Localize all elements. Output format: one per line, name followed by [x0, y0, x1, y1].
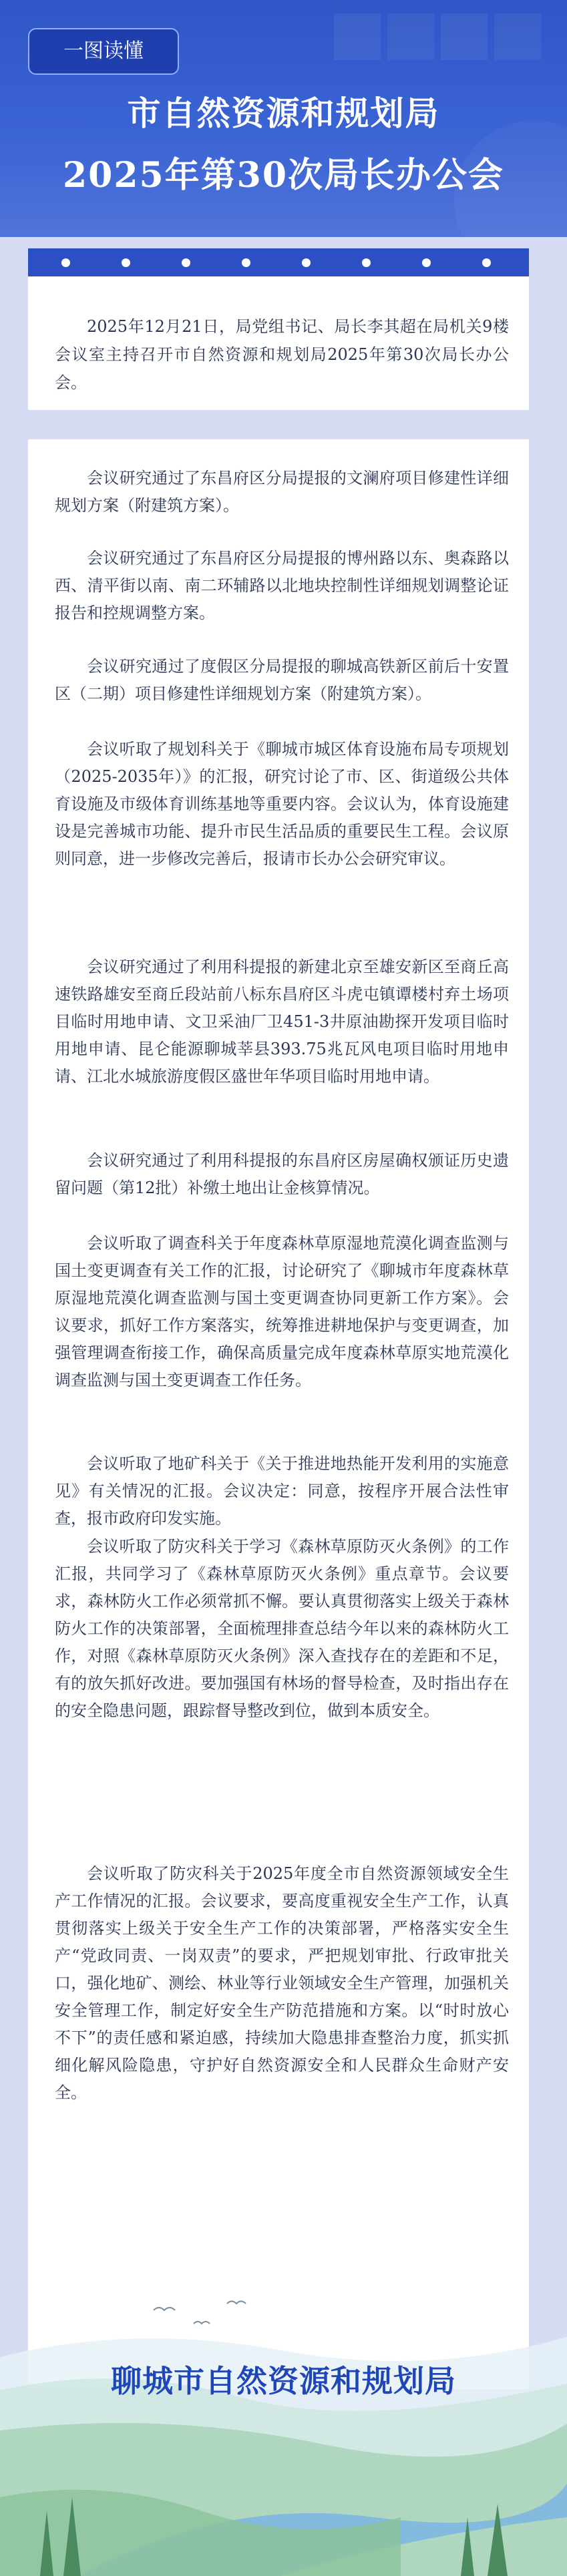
dot-decoration — [362, 258, 371, 267]
intro-text: 2025年12月21日，局党组书记、局长李其超在局机关9楼会议室主持召开市自然资源和规划局2025年第30次局长办公会。 — [55, 317, 509, 392]
dot-decoration — [302, 258, 311, 267]
dot-decoration — [122, 258, 130, 267]
page-title-line1: 市自然资源和规划局 — [127, 93, 440, 133]
main-card — [28, 439, 529, 2389]
page-title-line2: 2025年第30次局长办公会 — [62, 155, 505, 196]
intro-card — [28, 248, 529, 410]
paragraph-3: 会议研究通过了度假区分局提报的聊城高铁新区前后十安置区（二期）项目修建性详细规划方案（附建筑方案）。 — [55, 657, 509, 703]
paragraph-9: 会议听取了防灾科关于学习《森林草原防灭火条例》的工作汇报，共同学习了《森林草原防灭火条例》重点章节。会议要求，森林防火工作必须常抓不懈。要认真贯彻落实上级关于森林防火工作的决策部署，全面梳理排查总结今年以来的森林防火工作，对照《森林草原防灭火条例》深入查找存在的差距和不足，有的放矢抓好改进。要加强国有林场的督导检查，及时指出存在的安全隐患问题，跟踪督导整改到位，做到本质安全。 — [55, 1537, 509, 1720]
footer-org-name: 聊城市自然资源和规划局 — [111, 2363, 456, 2399]
dot-decoration — [482, 258, 491, 267]
dot-decoration — [242, 258, 250, 267]
landscape-illustration — [0, 2297, 567, 2576]
paragraph-8: 会议听取了地矿科关于《关于推进地热能开发利用的实施意见》有关情况的汇报。会议决定：同意，按程序开展合法性审查，报市政府印发实施。 — [55, 1454, 509, 1528]
paragraph-2: 会议研究通过了东昌府区分局提报的博州路以东、奥森路以西、清平街以南、南二环辅路以北地块控制性详细规划调整论证报告和控规调整方案。 — [55, 549, 509, 622]
header-banner — [0, 0, 567, 237]
header-tag: 一图读懂 — [28, 28, 179, 75]
dot-bar — [28, 248, 529, 276]
paragraph-4: 会议听取了规划科关于《聊城市城区体育设施布局专项规划（2025-2035年）》的汇报，研究讨论了市、区、街道级公共体育设施及市级体育训练基地等重要内容。会议认为，体育设施建设是完善城市功能、提升市民生活品质的重要民生工程。会议原则同意，进一步修改完善后，报请市长办公会研究审议。 — [55, 740, 509, 868]
dot-decoration — [182, 258, 190, 267]
paragraph-7: 会议听取了调查科关于年度森林草原湿地荒漠化调查监测与国土变更调查有关工作的汇报，讨论研究了《聊城市年度森林草原湿地荒漠化调查监测与国土变更调查协同更新工作方案》。会议要求，抓好工作方案落实，统筹推进耕地保护与变更调查，加强管理调查衔接工作，确保高质量完成年度森林草原实地荒漠化调查监测与国土变更调查工作任务。 — [55, 1234, 509, 1389]
paragraph-1: 会议研究通过了东昌府区分局提报的文澜府项目修建性详细规划方案（附建筑方案）。 — [55, 469, 509, 515]
paragraph-6: 会议研究通过了利用科提报的东昌府区房屋确权颁证历史遗留问题（第12批）补缴土地出让金核算情况。 — [55, 1151, 509, 1197]
dot-decoration — [422, 258, 431, 267]
paragraph-5: 会议研究通过了利用科提报的新建北京至雄安新区至商丘高速铁路雄安至商丘段站前八标东昌府区斗虎屯镇谭楼村弃土场项目临时用地申请、文卫采油厂卫451-3井原油勘探开发项目临时用地申请、昆仑能源聊城莘县393.75兆瓦风电项目临时用地申请、江北水城旅游度假区盛世年华项目临时用地申请。 — [55, 957, 509, 1086]
paragraph-10: 会议听取了防灾科关于2025年度全市自然资源领域安全生产工作情况的汇报。会议要求，要高度重视安全生产工作，认真贯彻落实上级关于安全生产工作的决策部署，严格落实安全生产“党政同责、一岗双责”的要求，严把规划审批、行政审批关口，强化地矿、测绘、林业等行业领域安全生产管理，加强机关安全管理工作，制定好安全生产防范措施和方案。以“时时放心不下”的责任感和紧迫感，持续加大隐患排查整治力度，抓实抓细化解风险隐患，守护好自然资源安全和人民群众生命财产安全。 — [55, 1864, 509, 2102]
dot-decoration — [61, 258, 70, 267]
